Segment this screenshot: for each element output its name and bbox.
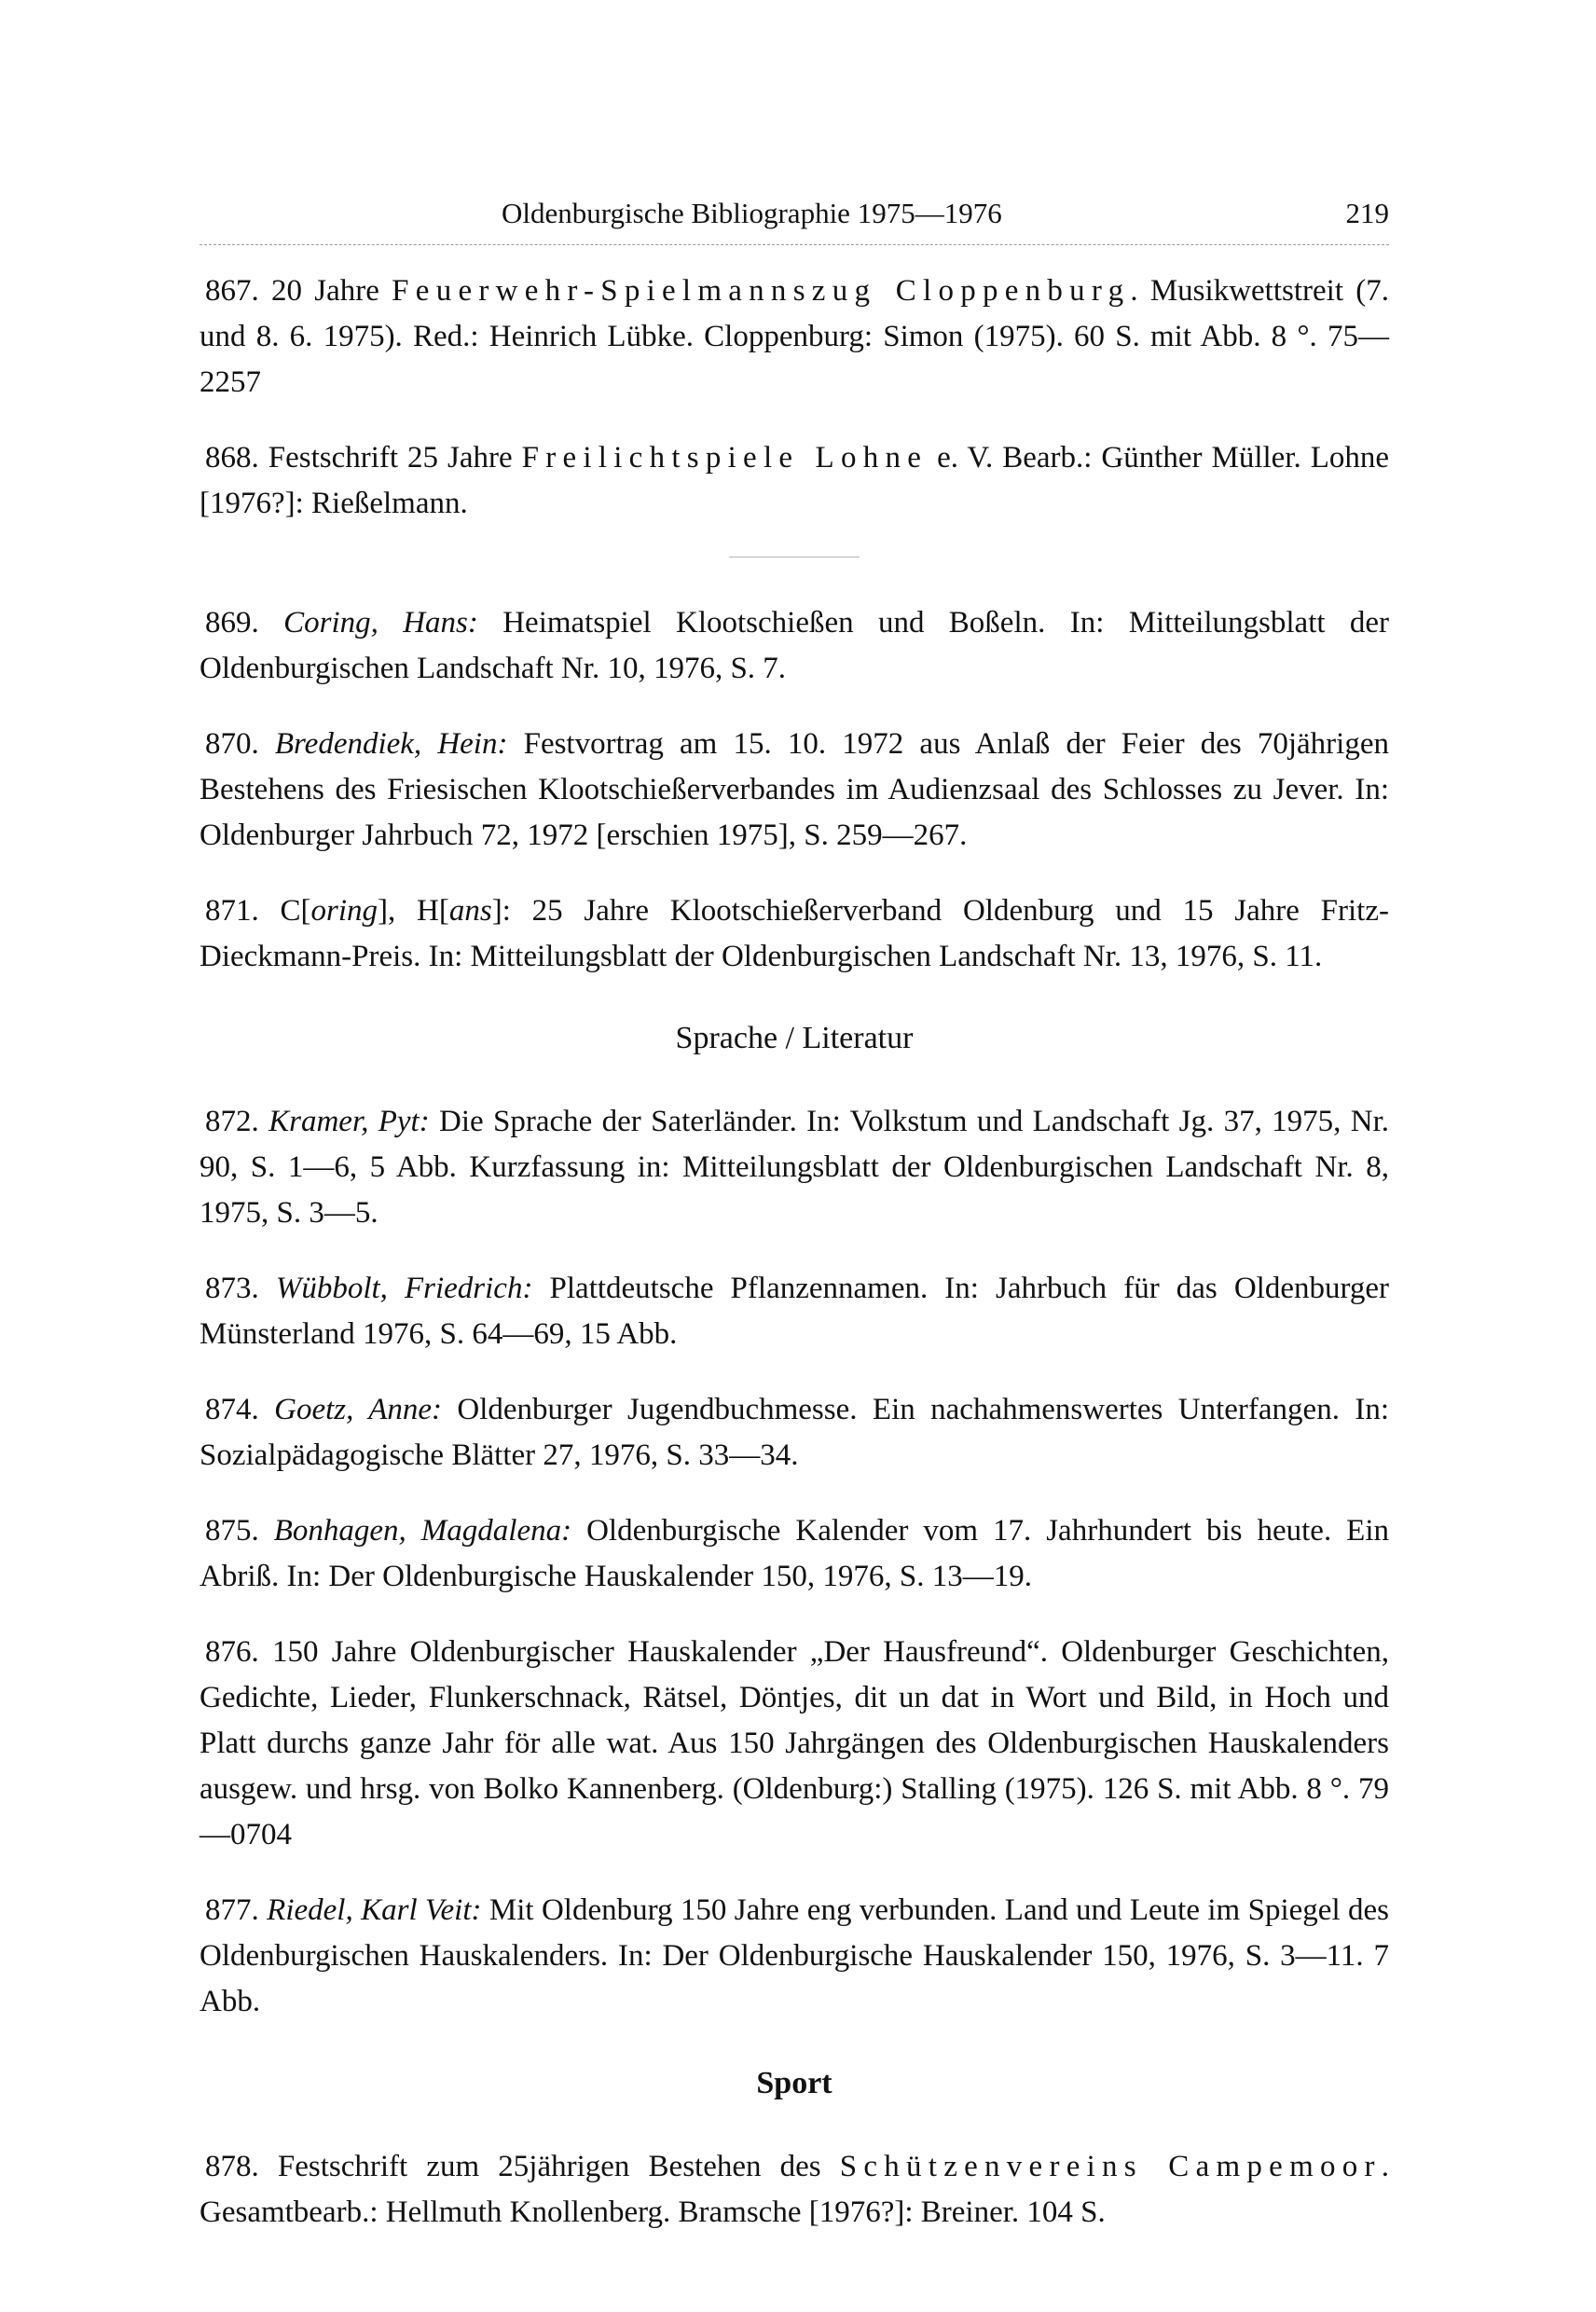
entry-number: 875.: [205, 1514, 259, 1548]
entry-author: Goetz, Anne:: [274, 1393, 442, 1426]
entry-number: 868.: [205, 441, 259, 475]
entry-text: C[: [280, 894, 311, 928]
section-heading-sprache-literatur: Sprache / Literatur: [675, 1021, 914, 1055]
entry-group-sprache-literatur: [200, 1099, 1389, 2025]
bibliography-entry: [200, 888, 1389, 980]
entry-number: 873.: [205, 1272, 259, 1305]
entry-number: 874.: [205, 1393, 259, 1426]
entry-author: oring: [310, 894, 378, 928]
entry-text: Festschrift 25 Jahre: [268, 441, 522, 475]
bibliography-entry: [200, 1266, 1389, 1357]
entry-text: ]: 25 Jahre Klootschießerverband Oldenburg und 15 Jahre Fritz-Dieckmann-Preis. In: Mitteilungsblatt der Oldenburgischen Landschaft Nr. 13, 1976, S. 11.: [200, 894, 1389, 973]
entry-spaced-title: Feuerwehr-Spielmannszug Cloppenburg: [392, 274, 1131, 308]
entry-text: Festschrift zum 25jährigen Bestehen des: [277, 2150, 840, 2183]
running-header: [200, 193, 1389, 240]
bibliography-entry: [200, 722, 1389, 859]
entry-text: ], H[: [378, 894, 449, 928]
entry-text: Mit Oldenburg 150 Jahre eng verbunden. Land und Leute im Spiegel des Oldenburgischen Hauskalenders. In: Der Oldenburgische Hauskalender 150, 1976, S. 3—11. 7 Abb.: [200, 1893, 1389, 2018]
bibliography-entry: [200, 1888, 1389, 2025]
bibliography-entry: [200, 435, 1389, 527]
entry-text: 20 Jahre: [271, 274, 392, 308]
page-number: 219: [1345, 197, 1389, 229]
bibliography-entry: [200, 1508, 1389, 1600]
bibliography-entry: [200, 600, 1389, 692]
entry-author: ans: [448, 894, 492, 928]
entry-group-klootschiessen: [200, 600, 1389, 980]
entry-number: 870.: [205, 727, 259, 761]
entry-text: Heimatspiel Klootschießen und Boßeln. In: Mitteilungsblatt der Oldenburgischen Landschaft Nr. 10, 1976, S. 7.: [200, 606, 1390, 685]
entry-number: 876.: [205, 1635, 259, 1669]
entry-text: Plattdeutsche Pflanzennamen. In: Jahrbuch für das Oldenburger Münsterland 1976, S. 64—69, 15 Abb.: [200, 1272, 1389, 1351]
entry-text: Die Sprache der Saterländer. In: Volkstum und Landschaft Jg. 37, 1975, Nr. 90, S. 1—6, 5 Abb. Kurzfassung in: Mitteilungsblatt der Oldenburgischen Landschaft Nr. 8, 1975, S. 3—5.: [200, 1105, 1390, 1230]
bibliography-entry: [200, 1099, 1389, 1236]
entry-author: Coring, Hans:: [283, 606, 478, 640]
bibliography-entry: [200, 268, 1389, 406]
entry-number: 867.: [205, 274, 259, 308]
section-heading-sport: Sport: [756, 2066, 832, 2100]
entry-text: Oldenburger Jugendbuchmesse. Ein nachahmenswertes Unterfangen. In: Sozialpädagogische Blätter 27, 1976, S. 33—34.: [200, 1393, 1390, 1472]
entry-number: 878.: [205, 2150, 259, 2183]
entry-text: 150 Jahre Oldenburgischer Hauskalender „Der Hausfreund“. Oldenburger Geschichten, Gedichte, Lieder, Flunkerschnack, Rätsel, Döntjes, dit un dat in Wort und Bild, in Hoch und Platt durchs ganze Jahr för alle wat. Aus 150 Jahrgängen des Oldenburgischen Hauskalenders ausgew. und hrsg. von Bolko Kannenberg. (Oldenburg:) Stalling (1975). 126 S. mit Abb. 8 °. 79—0704: [200, 1635, 1389, 1851]
entry-text: . Gesamtbearb.: Hellmuth Knollenberg. Bramsche [1976?]: Breiner. 104 S.: [200, 2150, 1390, 2229]
entry-text: Oldenburgische Kalender vom 17. Jahrhundert bis heute. Ein Abriß. In: Der Oldenburgische Hauskalender 150, 1976, S. 13—19.: [200, 1514, 1390, 1593]
entry-number: 877.: [205, 1893, 259, 1927]
entry-author: Bredendiek, Hein:: [274, 727, 508, 761]
entry-number: 869.: [205, 606, 259, 640]
entry-group-festivals: [200, 268, 1389, 527]
entry-group-sport: [200, 2144, 1389, 2236]
entry-spaced-title: Freilichtspiele Lohne: [521, 441, 929, 475]
bibliography-entry: [200, 1387, 1389, 1479]
entry-text: . Musikwettstreit (7. und 8. 6. 1975). Red.: Heinrich Lübke. Cloppenburg: Simon (1975). 60 S. mit Abb. 8 °. 75—2257: [200, 274, 1389, 399]
entry-number: 872.: [205, 1105, 259, 1138]
bibliography-entry: [200, 2144, 1389, 2236]
entry-author: Kramer, Pyt:: [268, 1105, 430, 1138]
entry-spaced-title: Schützenvereins Campemoor: [839, 2150, 1382, 2183]
entry-author: Bonhagen, Magdalena:: [273, 1514, 572, 1548]
running-title: Oldenburgische Bibliographie 1975—1976: [502, 197, 1002, 229]
header-rule: [200, 244, 1389, 245]
entry-number: 871.: [205, 894, 259, 928]
entry-author: Wübbolt, Friedrich:: [275, 1272, 533, 1305]
bibliography-entries: [200, 268, 1389, 2265]
entry-text: Festvortrag am 15. 10. 1972 aus Anlaß der Feier des 70jährigen Bestehens des Friesischen Klootschießerverbandes im Audienzsaal des Schlosses zu Jever. In: Oldenburger Jahrbuch 72, 1972 [erschien 1975], S. 259—267.: [200, 727, 1389, 852]
entry-author: Riedel, Karl Veit:: [267, 1893, 482, 1927]
bibliography-entry: [200, 1630, 1389, 1858]
entry-text: e. V. Bearb.: Günther Müller. Lohne [1976?]: Rießelmann.: [200, 441, 1390, 520]
